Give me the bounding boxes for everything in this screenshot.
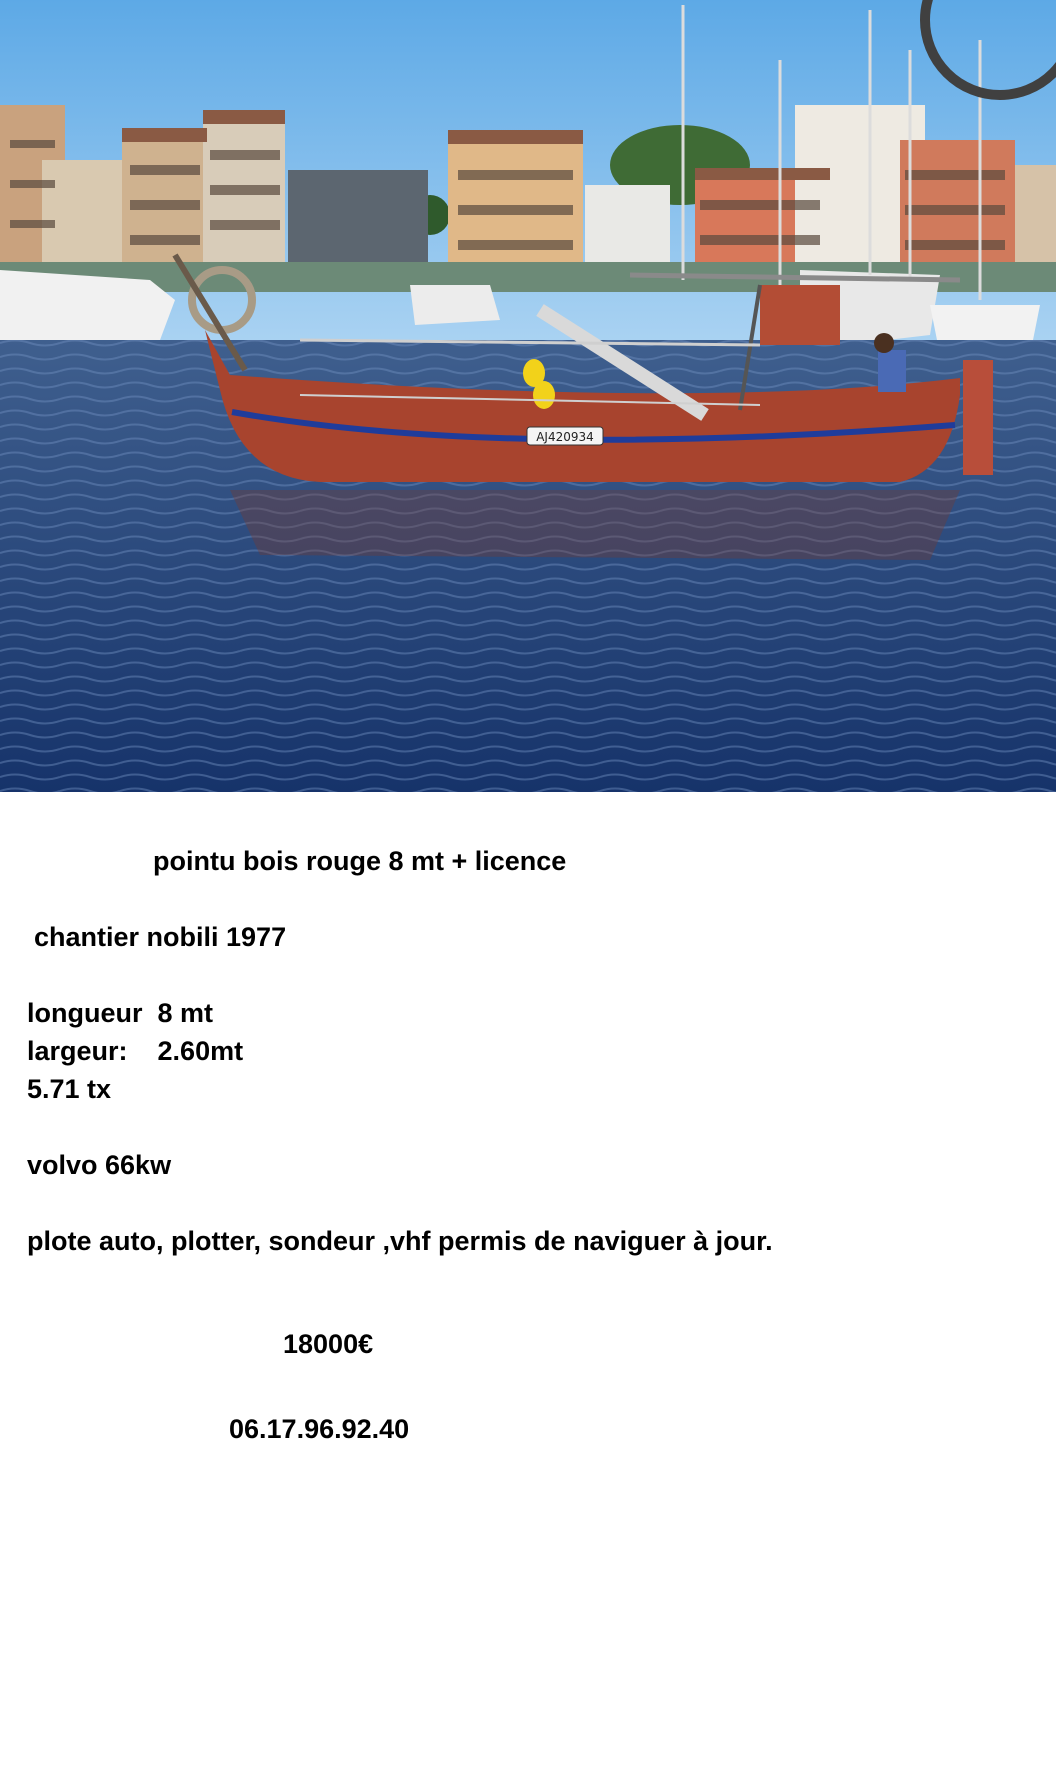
phone-number: 06.17.96.92.40 [229,1414,410,1444]
boat-registration: AJ420934 [536,430,594,444]
price: 18000€ [283,1329,374,1359]
listing-title: pointu bois rouge 8 mt + licence [153,846,567,876]
spec-width: largeur: 2.60mt [27,1036,244,1066]
spec-engine: volvo 66kw [27,1150,172,1180]
spec-length: longueur 8 mt [27,998,214,1028]
harbor-scene [0,0,1056,792]
spec-tonnage: 5.71 tx [27,1074,112,1104]
builder-year: chantier nobili 1977 [34,922,287,952]
equipment-list: plote auto, plotter, sondeur ,vhf permis de naviguer à jour. [27,1226,773,1256]
boat-photo [0,0,1056,792]
